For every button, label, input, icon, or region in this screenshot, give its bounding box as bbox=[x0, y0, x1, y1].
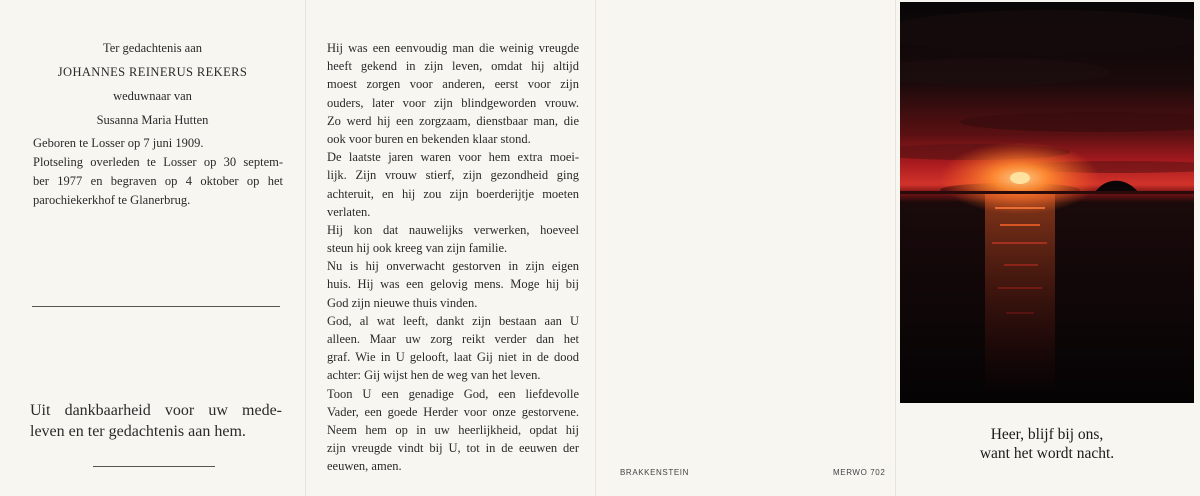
poem-line: De laatste jaren waren voor hem extra moei- bbox=[327, 150, 579, 165]
poem-line: Hij kon dat nauwelijks verwerken, hoeveel bbox=[327, 222, 579, 237]
intro-line: Ter gedachtenis aan bbox=[102, 41, 203, 55]
poem-line: eeuwen, amen. bbox=[327, 459, 402, 474]
caption-line: Heer, blijf bij ons, bbox=[990, 426, 1104, 443]
poem-line: huis. Hij was een gelovig mens. Moge hij bij bbox=[327, 277, 579, 292]
poem-line: ook voor buren en bekenden klaar stond. bbox=[327, 131, 531, 146]
divider-line bbox=[93, 466, 215, 467]
poem-line: graf. Wie in U gelooft, laat Gij niet in de dood bbox=[327, 350, 579, 365]
poem-line: verlaten. bbox=[327, 204, 371, 219]
thanks-line: leven en ter gedachtenis aan hem. bbox=[30, 423, 246, 440]
caption-text bbox=[900, 425, 1194, 463]
sunset-over-sea-icon bbox=[900, 2, 1194, 403]
life-line: ber 1977 en begraven op 4 oktober op het bbox=[33, 174, 283, 188]
poem-text bbox=[327, 39, 579, 476]
memorial-intro bbox=[0, 36, 305, 132]
poem-line: Toon U een genadige God, een liefdevolle bbox=[327, 386, 579, 401]
poem-line: Nu is hij onverwacht gestorven in zijn eigen bbox=[327, 259, 579, 274]
life-line: Plotseling overleden te Losser op 30 septem- bbox=[33, 155, 283, 169]
panel-photo bbox=[895, 0, 1200, 496]
poem-line: steun hij ook kreeg van zijn familie. bbox=[327, 241, 508, 256]
poem-line: alleen. Maar uw zorg reikt verder dan het bbox=[327, 332, 579, 346]
caption-line: want het wordt nacht. bbox=[979, 445, 1115, 462]
poem-line: lijk. Zijn vrouw stierf, zijn gezondheid ging bbox=[327, 168, 579, 183]
poem-line: Neem hem op in uw heerlijkheid, opdat hij bbox=[327, 422, 579, 437]
publisher-imprint: BRAKKENSTEIN bbox=[620, 468, 689, 477]
panel-front-text bbox=[0, 0, 305, 496]
poem-line: Hij was een eenvoudig man die weinig vreugde bbox=[327, 41, 579, 55]
sunset-photo bbox=[900, 2, 1194, 403]
poem-line: moest zorgen voor anderen, eerst voor zijn bbox=[327, 77, 579, 92]
poem-line: ouders, later voor zijn blindgeworden vrouw. bbox=[327, 95, 579, 110]
poem-line: Vader, een goede Herder voor onze gestorvene. bbox=[327, 404, 579, 419]
poem-line: achter: Gij wijst hen de weg van het leven. bbox=[327, 368, 541, 383]
life-line: parochiekerkhof te Glanerbrug. bbox=[33, 193, 191, 207]
panel-blank bbox=[595, 0, 895, 496]
thanks-text bbox=[30, 400, 282, 442]
divider-line bbox=[32, 306, 280, 307]
panel-poem bbox=[305, 0, 595, 496]
poem-line: God, al wat leeft, dankt zijn bestaan aan U bbox=[327, 313, 579, 328]
poem-line: God zijn nieuwe thuis vinden. bbox=[327, 295, 478, 310]
poem-line: Zo werd hij een zorgzaam, dienstbaar man, die bbox=[327, 113, 579, 128]
spouse-name: Susanna Maria Hutten bbox=[96, 113, 209, 127]
poem-line: zijn vreugde vindt bij U, tot in de eeuwen der bbox=[327, 441, 579, 456]
poem-line: achteruit, en hij zou zijn boerderijtje moeten bbox=[327, 186, 579, 201]
life-line: Geboren te Losser op 7 juni 1909. bbox=[33, 136, 204, 150]
deceased-name: JOHANNES REINERUS REKERS bbox=[57, 65, 248, 79]
poem-line: heeft gekend in zijn leven, omdat hij altijd bbox=[327, 59, 579, 74]
relation-line: weduwnaar van bbox=[113, 89, 192, 103]
product-code: MERWO 702 bbox=[833, 468, 886, 477]
thanks-line: Uit dankbaarheid voor uw mede- bbox=[30, 402, 282, 419]
life-details bbox=[33, 134, 283, 210]
